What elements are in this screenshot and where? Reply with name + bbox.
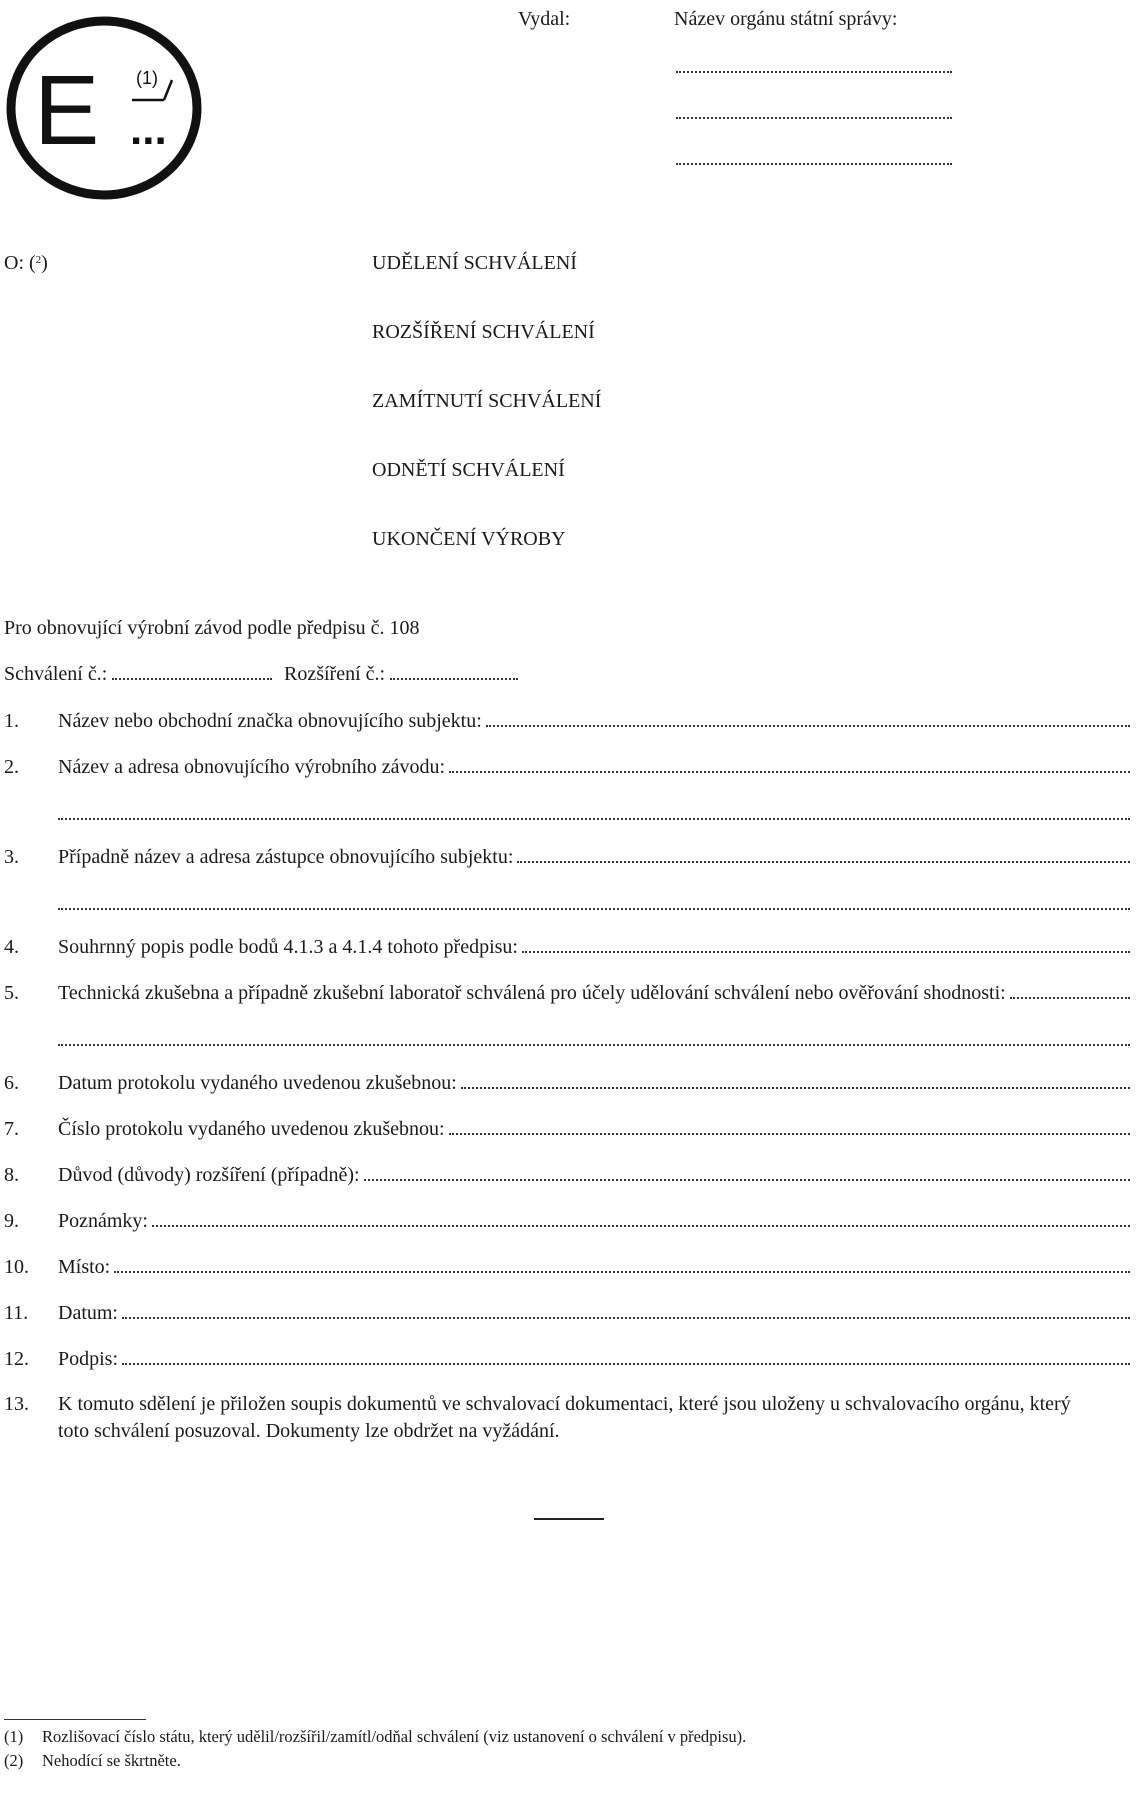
item-1: 1. Název nebo obchodní značka obnovujícího subjektu:: [4, 709, 1130, 733]
option-grant: UDĚLENÍ SCHVÁLENÍ: [372, 252, 577, 274]
mark-letter: E: [34, 55, 100, 165]
intro-text: Pro obnovující výrobní závod podle předpisu č. 108: [4, 617, 420, 639]
footnote-rule: [4, 1719, 146, 1720]
item-2: 2. Název a adresa obnovujícího výrobního závodu:: [4, 755, 1130, 779]
item-3: 3. Případně název a adresa zástupce obnovujícího subjektu:: [4, 845, 1130, 869]
item-7: 7. Číslo protokolu vydaného uvedenou zkušebnou:: [4, 1117, 1130, 1141]
item-12: 12. Podpis:: [4, 1347, 1130, 1371]
authority-line-1: [676, 70, 952, 73]
mark-dots: ...: [130, 105, 167, 154]
approval-mark: [4, 14, 204, 202]
extension-number-field: Rozšíření č.:: [284, 663, 518, 686]
option-extension: ROZŠÍŘENÍ SCHVÁLENÍ: [372, 321, 595, 343]
item-5: 5. Technická zkušebna a případně zkušební laboratoř schválená pro účely udělování schválení nebo ověřování shodnosti:: [4, 981, 1130, 1005]
item-5-continuation: [58, 1043, 1130, 1046]
authority-line-3: [676, 162, 952, 165]
authority-line-2: [676, 116, 952, 119]
item-11: 11. Datum:: [4, 1301, 1130, 1325]
item-13-number: 13.: [4, 1393, 29, 1415]
separator-rule: [534, 1518, 604, 1520]
approval-number-field: Schválení č.:: [4, 663, 272, 686]
item-8: 8. Důvod (důvody) rozšíření (případně):: [4, 1163, 1130, 1187]
item-13-text-line-2: toto schválení posuzoval. Dokumenty lze obdržet na vyžádání.: [58, 1420, 560, 1442]
option-production-ended: UKONČENÍ VÝROBY: [372, 528, 566, 550]
concerning-note: 2: [35, 254, 42, 266]
item-2-continuation: [58, 817, 1130, 820]
concerning-label: O: ($^2$): [4, 252, 48, 274]
item-10: 10. Místo:: [4, 1255, 1130, 1279]
footnote-2: (2) Nehodící se škrtněte.: [4, 1751, 181, 1770]
item-3-continuation: [58, 907, 1130, 910]
option-refusal: ZAMÍTNUTÍ SCHVÁLENÍ: [372, 390, 602, 412]
option-withdrawal: ODNĚTÍ SCHVÁLENÍ: [372, 459, 565, 481]
mark-note: (1): [136, 68, 158, 88]
issued-by-label: Vydal:: [518, 8, 571, 30]
authority-label: Název orgánu státní správy:: [674, 8, 898, 30]
item-4: 4. Souhrnný popis podle bodů 4.1.3 a 4.1.4 tohoto předpisu:: [4, 935, 1130, 959]
item-6: 6. Datum protokolu vydaného uvedenou zkušebnou:: [4, 1071, 1130, 1095]
footnote-1: (1) Rozlišovací číslo státu, který udělil/rozšířil/zamítl/odňal schválení (viz ustanovení o schválení v předpisu).: [4, 1727, 747, 1746]
item-13-text-line-1: K tomuto sdělení je přiložen soupis dokumentů ve schvalovací dokumentaci, které jsou uloženy u schvalovacího orgánu, který: [58, 1393, 1071, 1415]
item-9: 9. Poznámky:: [4, 1209, 1130, 1233]
